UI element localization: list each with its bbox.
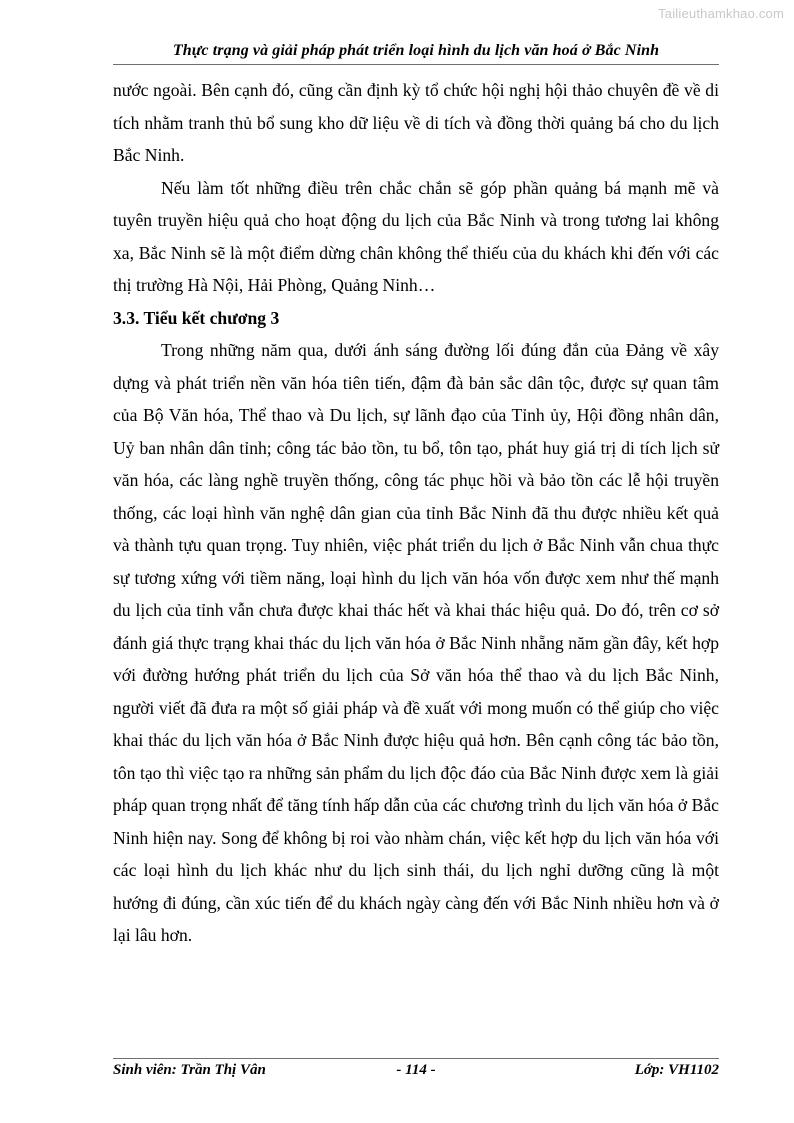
footer-class: Lớp: VH1102 — [634, 1062, 719, 1078]
page-number: - 114 - — [396, 1062, 436, 1078]
paragraph: Trong những năm qua, dưới ánh sáng đường lối đúng đắn của Đảng về xây dựng và phát triển nền văn hóa tiên tiến, đậm đà bản sắc dân tộc, được sự quan tâm của Bộ Văn hóa, Thể thao và Du lịch, sự lãnh đạo của Tỉnh ủy, Hội đồng nhân dân, Uỷ ban nhân dân tỉnh; công tác bảo tồn, tu bổ, tôn tạo, phát huy giá trị di tích lịch sử văn hóa, các làng nghề truyền thống, công tác phục hồi và bảo tồn các lễ hội truyền thống, các loại hình văn nghệ dân gian của tỉnh Bắc Ninh đã thu được nhiều kết quả và thành tựu quan trọng. Tuy nhiên, việc phát triển du lịch ở Bắc Ninh vẫn chua thực sự tương xứng với tiềm năng, loại hình du lịch văn hóa vốn được xem như thế mạnh du lịch của tỉnh vẫn chưa được khai thác hết và khai thác hiệu quả. Do đó, trên cơ sở đánh giá thực trạng khai thác du lịch văn hóa ở Bắc Ninh nhẵng năm gần đây, kết hợp với đường hướng phát triển du lịch của Sở văn hóa thể thao và du lịch Bắc Ninh, người viết đã đưa ra một số giải pháp và đề xuất với mong muốn có thể giúp cho việc khai thác du lịch văn hóa ở Bắc Ninh được hiệu quả hơn. Bên cạnh công tác bảo tồn, tôn tạo thì việc tạo ra những sản phẩm du lịch độc đáo của Bắc Ninh được xem là giải pháp quan trọng nhất để tăng tính hấp dẫn của các chương trình du lịch văn hóa ở Bắc Ninh hiện nay. Song để không bị roi vào nhàm chán, việc kết hợp du lịch văn hóa với các loại hình du lịch khác như du lịch sinh thái, du lịch nghỉ dưỡng cũng là một hướng đi đúng, cần xúc tiến để du khách ngày càng đến với Bắc Ninh nhiều hơn và ở lại lâu hơn. — [113, 340, 719, 945]
header-divider — [113, 64, 719, 65]
paragraph: Nếu làm tốt những điều trên chắc chắn sẽ góp phần quảng bá mạnh mẽ và tuyên truyền hiệu quả cho hoạt động du lịch của Bắc Ninh và trong tương lai không xa, Bắc Ninh sẽ là một điểm dừng chân không thể thiếu của du khách khi đến với các thị trường Hà Nội, Hải Phòng, Quảng Ninh… — [113, 177, 719, 295]
watermark: Tailieuthamkhao.com — [658, 6, 784, 21]
section-heading: 3.3. Tiểu kết chương 3 — [113, 307, 280, 328]
paragraph: nước ngoài. Bên cạnh đó, cũng cần định kỳ tổ chức hội nghị hội thảo chuyên đề về di tích nhằm tranh thủ bổ sung kho dữ liệu về di tích và đồng thời quảng bá cho du lịch Bắc Ninh. — [113, 80, 719, 165]
page-body — [113, 74, 719, 952]
running-header-title: Thực trạng và giải pháp phát triển loại hình du lịch văn hoá ở Bắc Ninh — [172, 42, 660, 59]
footer-divider — [113, 1058, 719, 1059]
footer-student-name: Sinh viên: Trần Thị Vân — [113, 1062, 266, 1078]
page-footer — [113, 1062, 719, 1084]
